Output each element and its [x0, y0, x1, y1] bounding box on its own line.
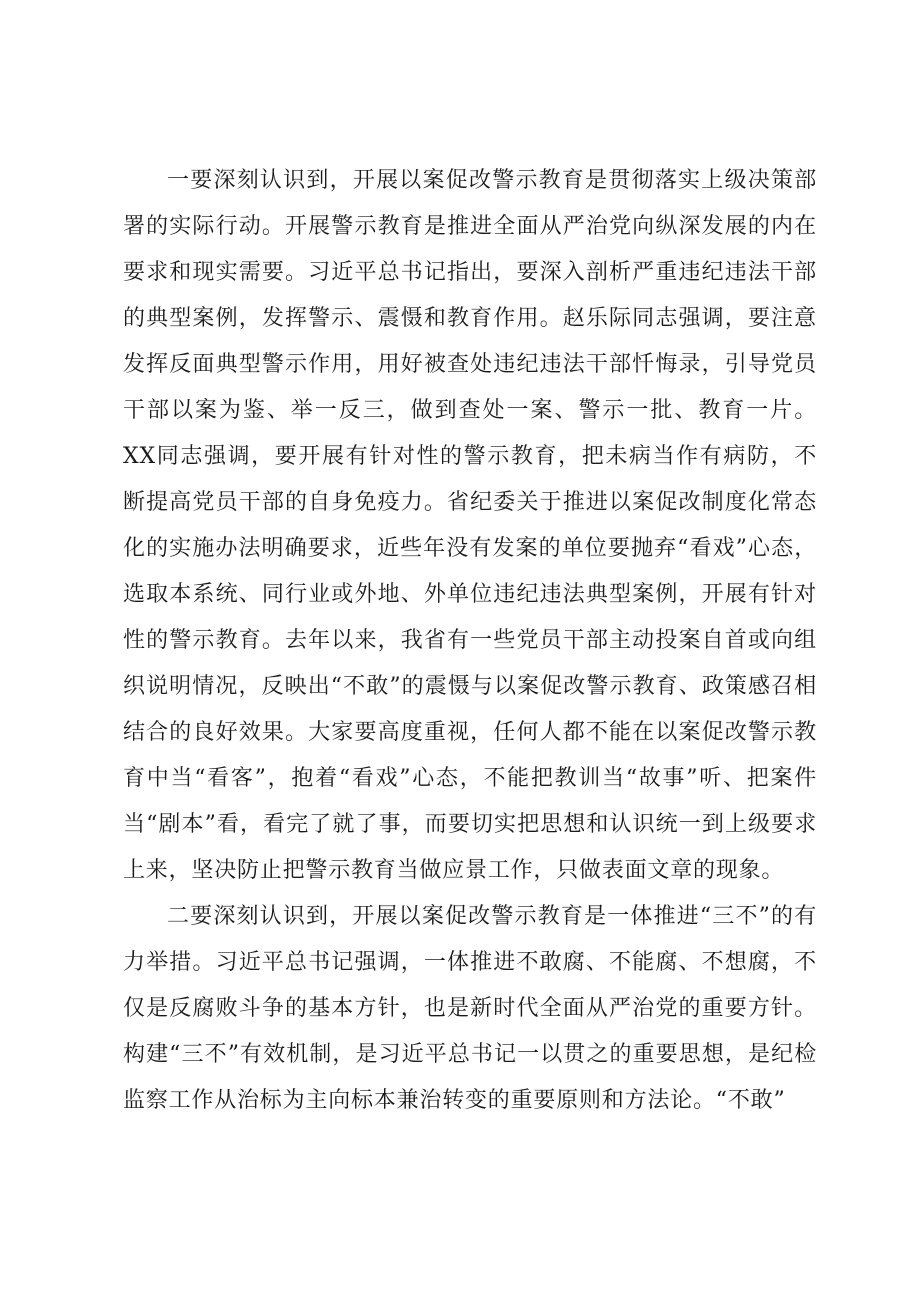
paragraph-1: 一要深刻认识到，开展以案促改警示教育是贯彻落实上级决策部署的实际行动。开展警示教育是推进全面从严治党向纵深发展的内在要求和现实需要。习近平总书记指出，要深入剖析严重违纪违法干部的典型案例，发挥警示、震慑和教育作用。赵乐际同志强调，要注意发挥反面典型警示作用，用好被查处违纪违法干部忏悔录，引导党员干部以案为鉴、举一反三，做到查处一案、警示一批、教育一片。XX同志强调，要开展有针对性的警示教育，把未病当作有病防，不断提高党员干部的自身免疫力。省纪委关于推进以案促改制度化常态化的实施办法明确要求，近些年没有发案的单位要抛弃“看戏”心态，选取本系统、同行业或外地、外单位违纪违法典型案例，开展有针对性的警示教育。去年以来，我省有一些党员干部主动投案自首或向组织说明情况，反映出“不敢”的震慑与以案促改警示教育、政策感召相结合的良好效果。大家要高度重视，任何人都不能在以案促改警示教育中当“看客”，抱着“看戏”心态，不能把教训当“故事”听、把案件当“剧本”看，看完了就了事，而要切实把思想和认识统一到上级要求上来，坚决防止把警示教育当做应景工作，只做表面文章的现象。	[123, 168, 817, 883]
document-body	[123, 158, 817, 1124]
paragraph-2: 二要深刻认识到，开展以案促改警示教育是一体推进“三不”的有力举措。习近平总书记强调，一体推进不敢腐、不能腐、不想腐，不仅是反腐败斗争的基本方针，也是新时代全面从严治党的重要方针。构建“三不”有效机制，是习近平总书记一以贯之的重要思想，是纪检监察工作从治标为主向标本兼治转变的重要原则和方法论。“不敢”	[123, 904, 817, 1113]
